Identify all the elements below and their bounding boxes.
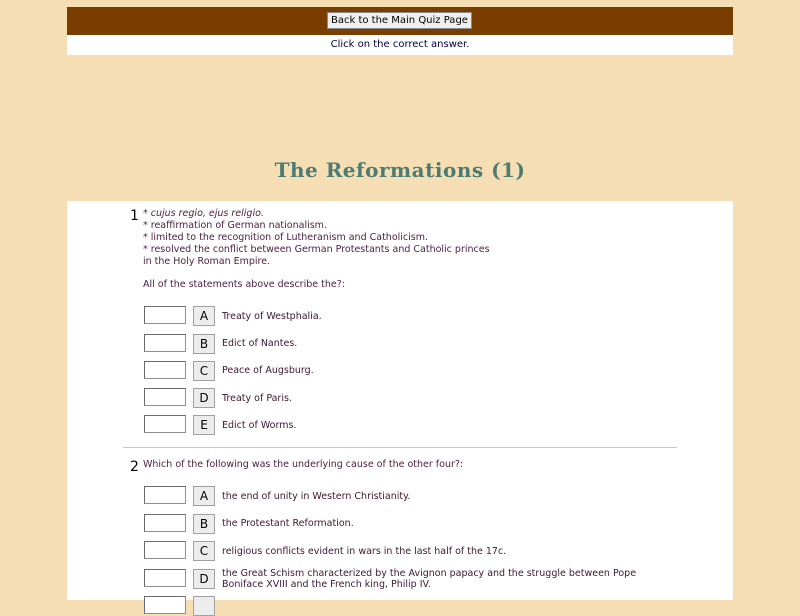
answer-box[interactable]	[144, 415, 186, 433]
answer-box[interactable]	[144, 514, 186, 532]
question-1-number: 1	[130, 208, 139, 224]
answer-box[interactable]	[144, 334, 186, 352]
question-1-prompt: All of the statements above describe the?:	[143, 279, 345, 290]
question-1-line: * resolved the conflict between German Protestants and Catholic princes	[143, 244, 490, 255]
question-2-prompt: Which of the following was the underlying cause of the other four?:	[143, 459, 464, 470]
question-1-line: * limited to the recognition of Lutheranism and Catholicism.	[143, 232, 429, 243]
answer-box[interactable]	[144, 569, 186, 587]
question-1-line: in the Holy Roman Empire.	[143, 256, 271, 267]
answer-2d-button[interactable]: D	[193, 569, 215, 589]
back-to-main-quiz-button[interactable]: Back to the Main Quiz Page	[327, 12, 472, 29]
answer-1a-button[interactable]: A	[193, 306, 215, 326]
answer-1d-text: Treaty of Paris.	[222, 393, 292, 404]
nav-bar	[67, 7, 733, 35]
answer-1e-text: Edict of Worms.	[222, 420, 297, 431]
question-1-line: * reaffirmation of German nationalism.	[143, 220, 327, 231]
answer-2c-button[interactable]: C	[193, 541, 215, 561]
answer-2b-text: the Protestant Reformation.	[222, 518, 354, 529]
answer-box[interactable]	[144, 596, 186, 614]
answer-1b-button[interactable]: B	[193, 334, 215, 354]
page-title: The Reformations (1)	[274, 158, 526, 182]
answer-1c-button[interactable]: C	[193, 361, 215, 381]
answer-1e-button[interactable]: E	[193, 415, 215, 435]
answer-box[interactable]	[144, 388, 186, 406]
question-divider	[123, 447, 677, 448]
answer-1a-text: Treaty of Westphalia.	[222, 311, 322, 322]
answer-2d-line: Boniface XVIII and the French king, Philip IV.	[222, 579, 431, 590]
answer-2a-text: the end of unity in Western Christianity.	[222, 491, 411, 502]
question-1-text	[143, 208, 490, 291]
answer-1d-button[interactable]: D	[193, 388, 215, 408]
question-2-text	[143, 459, 463, 471]
answer-box[interactable]	[144, 306, 186, 324]
answer-2c-text: religious conflicts evident in wars in the last half of the 17c.	[222, 546, 507, 557]
question-2-number: 2	[130, 459, 139, 475]
answer-2a-button[interactable]: A	[193, 486, 215, 506]
question-1-line: * cujus regio, ejus religio.	[143, 208, 264, 219]
answer-box[interactable]	[144, 541, 186, 559]
quiz-panel	[67, 201, 733, 600]
answer-2d-text	[222, 568, 636, 590]
answer-2d-line: the Great Schism characterized by the Avignon papacy and the struggle between Pope	[222, 568, 637, 579]
answer-1b-text: Edict of Nantes.	[222, 338, 298, 349]
question-1-spacer	[143, 268, 490, 279]
answer-2e-button[interactable]	[193, 596, 215, 616]
instruction-text: Click on the correct answer.	[67, 35, 733, 55]
answer-1c-text: Peace of Augsburg.	[222, 365, 314, 376]
answer-box[interactable]	[144, 361, 186, 379]
answer-box[interactable]	[144, 486, 186, 504]
answer-2b-button[interactable]: B	[193, 514, 215, 534]
